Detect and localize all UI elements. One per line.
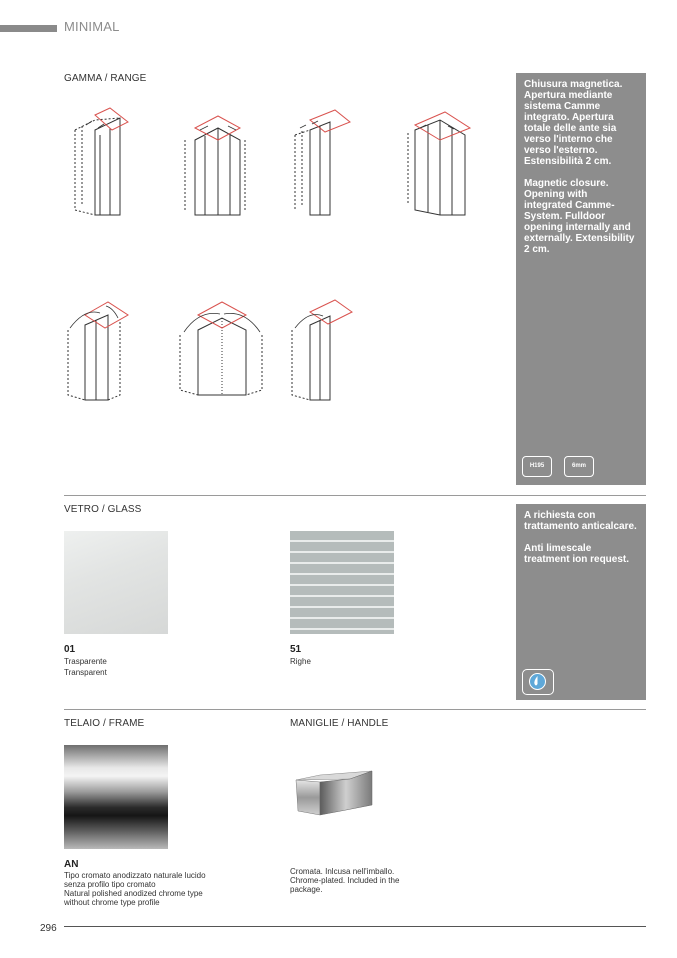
range-diagram-4 [408, 112, 470, 215]
range-info-panel [516, 73, 646, 485]
page-number: 296 [40, 923, 57, 934]
anti-limescale-badge [522, 669, 554, 695]
glass-code: 51 [290, 644, 302, 655]
glass-name-it: Righe [290, 657, 311, 666]
glass-panel-english: Anti limescale treatment ion request. [524, 543, 630, 565]
handle-image [290, 765, 380, 825]
range-diagram-2 [185, 116, 245, 215]
range-diagram-5 [68, 302, 128, 400]
range-diagram-1 [75, 108, 128, 215]
glass-panel-italian: A richiesta con trattamento anticalcare. [524, 510, 637, 532]
glass-code: 01 [64, 644, 76, 655]
range-diagrams [0, 0, 500, 420]
range-diagram-3 [295, 110, 350, 215]
handle-label: MANIGLIE / HANDLE [290, 718, 389, 729]
glass-name-it: Trasparente [64, 657, 107, 666]
handle-desc-line: Chrome-plated. Included in the [290, 876, 400, 885]
handle-desc-line: package. [290, 885, 323, 894]
height-badge: H195 [522, 456, 552, 477]
range-diagram-6 [180, 302, 262, 395]
page-title: MINIMAL [64, 19, 120, 34]
frame-desc-line: Tipo cromato anodizzato naturale lucido [64, 871, 206, 880]
handle-desc-line: Cromata. Inlcusa nell'imballo. [290, 867, 395, 876]
range-panel-italian: Chiusura magnetica. Apertura mediante sistema Camme integrato. Apertura totale delle ante sia verso l'interno che verso l'esterno. Estensibilità 2 cm. [524, 79, 623, 167]
glass-swatch-transparent [64, 531, 168, 634]
range-diagram-7 [292, 300, 352, 400]
water-drop-icon [523, 670, 552, 693]
frame-code: AN [64, 859, 79, 870]
frame-swatch-chrome [64, 745, 168, 849]
footer-rule [64, 926, 646, 927]
range-panel-english: Magnetic closure. Opening with integrated Camme-System. Fulldoor opening internally and externally. Extensibility 2 cm. [524, 178, 635, 255]
glass-swatch-lines [290, 531, 394, 634]
divider [64, 709, 646, 710]
divider [64, 495, 646, 496]
frame-desc-line: without chrome type profile [64, 898, 160, 907]
range-label: GAMMA / RANGE [64, 73, 147, 84]
frame-desc-line: Natural polished anodized chrome type [64, 889, 203, 898]
frame-desc-line: senza profilo tipo cromato [64, 880, 156, 889]
frame-label: TELAIO / FRAME [64, 718, 145, 729]
thickness-badge: 6mm [564, 456, 594, 477]
glass-label: VETRO / GLASS [64, 504, 142, 515]
glass-name-en: Transparent [64, 668, 107, 677]
